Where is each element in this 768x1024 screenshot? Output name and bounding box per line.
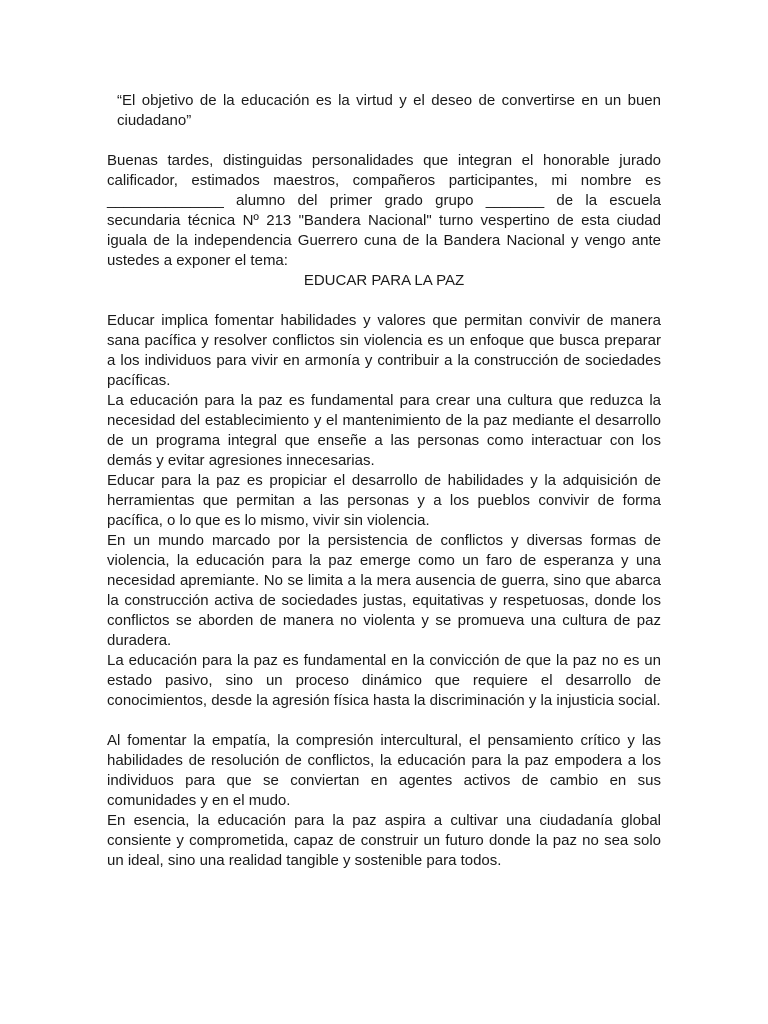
document-body [107, 91, 661, 871]
spacer [107, 711, 661, 731]
intro-paragraph: Buenas tardes, distinguidas personalidades que integran el honorable jurado calificador, estimados maestros, compañeros participantes, mi nombre es ______________ alumno del primer grado grupo _______ de la escuela secundaria técnica Nº 213 "Bandera Nacional" turno vespertino de esta ciudad iguala de la independencia Guerrero cuna de la Bandera Nacional y vengo ante ustedes a exponer el tema: [107, 152, 661, 269]
spacer [107, 131, 661, 151]
body-paragraph: En esencia, la educación para la paz aspira a cultivar una ciudadanía global consiente y comprometida, capaz de construir un futuro donde la paz no sea solo un ideal, sino una realidad tangible y sostenible para todos. [107, 812, 661, 869]
body-paragraph: La educación para la paz es fundamental en la convicción de que la paz no es un estado pasivo, sino un proceso dinámico que requiere el desarrollo de conocimientos, desde la agresión física hasta la discriminación y la injusticia social. [107, 652, 661, 709]
body-paragraph: Educar implica fomentar habilidades y valores que permitan convivir de manera sana pacífica y resolver conflictos sin violencia es un enfoque que busca preparar a los individuos para vivir en armonía y contribuir a la construcción de sociedades pacíficas. [107, 312, 661, 389]
body-paragraph: La educación para la paz es fundamental para crear una cultura que reduzca la necesidad del establecimiento y el mantenimiento de la paz mediante el desarrollo de un programa integral que enseñe a las personas como interactuar con los demás y evitar agresiones innecesarias. [107, 392, 661, 469]
body-paragraph: Al fomentar la empatía, la compresión intercultural, el pensamiento crítico y las habilidades de resolución de conflictos, la educación para la paz empodera a los individuos para que se conviertan en agentes activos de cambio en sus comunidades y en el mudo. [107, 732, 661, 809]
body-paragraph: En un mundo marcado por la persistencia de conflictos y diversas formas de violencia, la educación para la paz emerge como un faro de esperanza y una necesidad apremiante. No se limita a la mera ausencia de guerra, sino que abarca la construcción activa de sociedades justas, equitativas y respetuosas, donde los conflictos se aborden de manera no violenta y se promueva una cultura de paz duradera. [107, 532, 661, 649]
body-paragraph: Educar para la paz es propiciar el desarrollo de habilidades y la adquisición de herramientas que permitan a las personas y a los pueblos convivir de forma pacífica, o lo que es lo mismo, vivir sin violencia. [107, 472, 661, 529]
spacer [107, 291, 661, 311]
epigraph-quote: “El objetivo de la educación es la virtud y el deseo de convertirse en un buen ciudadano” [117, 92, 661, 129]
speech-title: EDUCAR PARA LA PAZ [303, 272, 465, 289]
